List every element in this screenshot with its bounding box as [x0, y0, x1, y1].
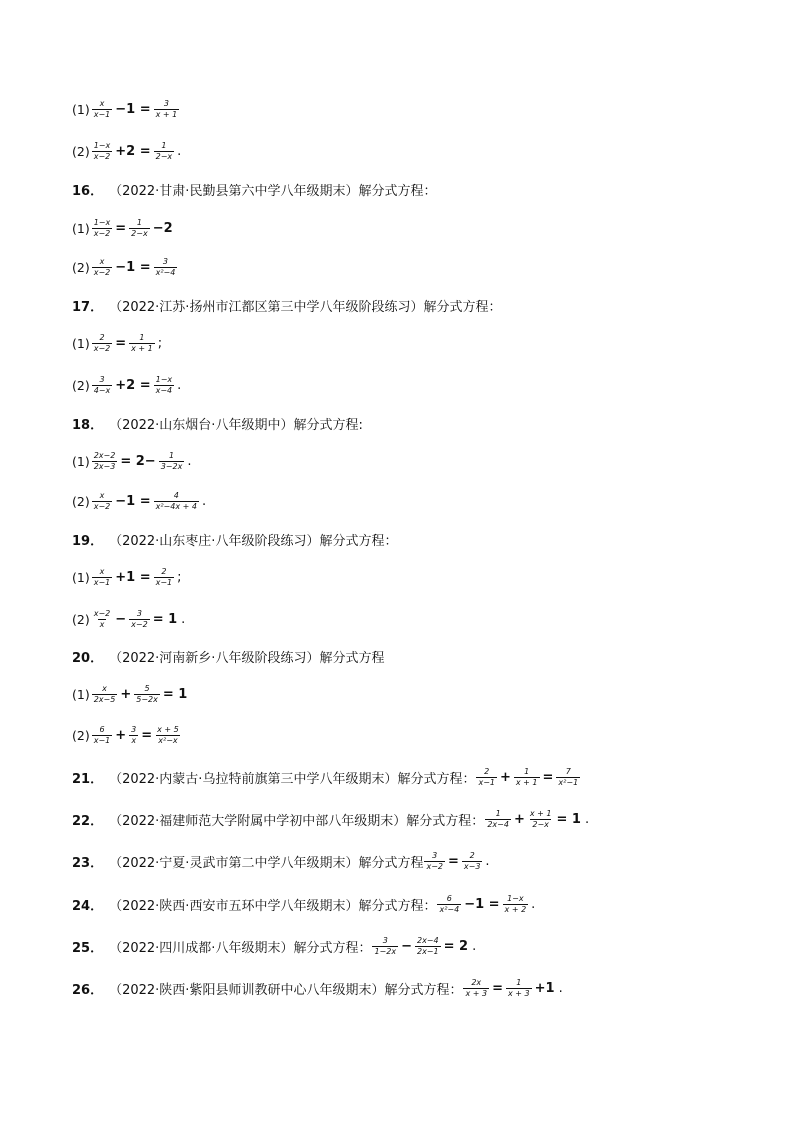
sub-equation — [72, 452, 193, 472]
operator: −1 = — [115, 102, 151, 118]
denominator: x + 3 — [507, 989, 530, 999]
numerator: x + 1 — [529, 809, 552, 818]
operator: + — [513, 812, 525, 828]
problem-heading — [72, 895, 537, 915]
numerator: 2x−4 — [416, 936, 439, 945]
operator: + — [499, 770, 511, 786]
numerator: 2 — [161, 567, 167, 576]
problem-number: 23． — [72, 856, 104, 872]
fraction — [92, 376, 113, 396]
fraction — [92, 568, 113, 588]
operator: = 2− — [120, 454, 156, 470]
punctuation: . — [531, 897, 536, 913]
operator: = 1 — [152, 612, 178, 628]
operator: −1 = — [115, 494, 151, 510]
numerator: 3 — [163, 99, 169, 108]
fraction — [159, 452, 185, 472]
operator: +2 = — [115, 378, 151, 394]
problem-number: 21． — [72, 772, 104, 788]
problem-heading — [72, 768, 581, 788]
denominator: x−1 — [478, 778, 495, 788]
sub-equation — [72, 492, 208, 512]
problem-heading — [72, 296, 501, 315]
problem-heading — [72, 810, 591, 830]
denominator: x−3 — [463, 862, 481, 872]
denominator: x−2 — [93, 152, 111, 162]
operator: −1 = — [115, 260, 151, 276]
denominator: x−2 — [93, 229, 111, 239]
fraction — [129, 334, 155, 354]
numerator: 1−x — [93, 218, 111, 227]
fraction — [514, 768, 540, 788]
fraction — [154, 492, 199, 512]
fraction — [92, 726, 113, 746]
numerator: 3 — [382, 936, 388, 945]
denominator: x−1 — [155, 578, 173, 588]
problem-heading — [72, 647, 384, 666]
numerator: 2 — [99, 333, 105, 342]
denominator: 2−x — [131, 229, 148, 239]
sub-label: (2) — [72, 728, 90, 744]
denominator: x−2 — [93, 344, 111, 354]
fraction — [92, 610, 113, 630]
operator: = — [115, 336, 127, 352]
denominator: 2x−5 — [93, 695, 116, 705]
operator: = 1 — [162, 687, 188, 703]
denominator: x²−4x + 4 — [155, 502, 197, 512]
denominator: x²−4 — [155, 268, 176, 278]
denominator: x + 1 — [515, 778, 538, 788]
sub-equation — [72, 100, 180, 120]
sub-label: (1) — [72, 570, 90, 586]
problem-heading — [72, 979, 565, 999]
numerator: x — [99, 257, 105, 266]
problem-number: 26． — [72, 983, 104, 999]
sub-label: (2) — [72, 144, 90, 160]
problem-source: （2022·陕西·紫阳县师训教研中心八年级期末）解分式方程： — [109, 983, 463, 999]
sub-label: (2) — [72, 378, 90, 394]
sub-equation — [72, 219, 175, 239]
numerator: 2 — [469, 851, 475, 860]
sub-equation — [72, 142, 183, 162]
denominator: x−4 — [155, 386, 173, 396]
operator: +1 = — [115, 570, 151, 586]
denominator: 2x−3 — [93, 462, 116, 472]
operator: − — [401, 939, 412, 955]
denominator: 1−2x — [374, 947, 397, 957]
fraction — [129, 219, 150, 239]
denominator: x + 1 — [131, 344, 153, 354]
numerator: x — [102, 684, 107, 693]
numerator: 6 — [99, 725, 105, 734]
operator: = 1 — [556, 812, 581, 828]
numerator: 1−x — [507, 894, 524, 903]
sub-equation — [72, 258, 178, 278]
punctuation: . — [485, 854, 490, 870]
denominator: x²−x — [158, 736, 178, 746]
numerator: 1 — [168, 451, 175, 460]
problem-source: （2022·福建师范大学附属中学初中部八年级期末）解分式方程： — [109, 814, 485, 830]
punctuation: . — [472, 939, 477, 955]
fraction — [424, 852, 445, 872]
denominator: 2x−1 — [416, 947, 439, 957]
numerator: 2 — [484, 767, 490, 776]
denominator: x−1 — [93, 110, 111, 120]
punctuation: ; — [177, 570, 182, 586]
numerator: 7 — [565, 767, 571, 776]
fraction — [92, 334, 113, 354]
fraction — [154, 568, 175, 588]
problem-number: 17． — [72, 300, 104, 315]
fraction — [134, 685, 160, 705]
fraction — [92, 142, 113, 162]
problem-source: （2022·河南新乡·八年级阶段练习）解分式方程 — [109, 651, 385, 666]
numerator: 1 — [136, 218, 142, 227]
problem-heading — [72, 530, 397, 549]
operator: = — [492, 981, 503, 997]
sub-equation — [72, 568, 184, 588]
problem-source: （2022·江苏·扬州市江都区第三中学八年级阶段练习）解分式方程： — [109, 300, 502, 315]
problem-source: （2022·宁夏·灵武市第二中学八年级期末）解分式方程 — [109, 856, 424, 872]
denominator: x + 1 — [155, 110, 178, 120]
fraction — [129, 726, 138, 746]
problem-number: 16． — [72, 184, 104, 199]
numerator: 6 — [446, 894, 452, 903]
numerator: 3 — [432, 851, 438, 860]
problem-heading — [72, 852, 492, 872]
numerator: 3 — [131, 725, 137, 734]
numerator: x — [99, 99, 105, 108]
fraction — [556, 768, 580, 788]
operator: = — [115, 221, 127, 237]
sub-equation — [72, 685, 189, 705]
operator: = — [141, 728, 153, 744]
sub-label: (1) — [72, 687, 90, 703]
numerator: 3 — [162, 257, 169, 266]
problem-heading — [72, 937, 478, 957]
punctuation: ; — [157, 336, 163, 352]
denominator: 2x−4 — [487, 820, 509, 830]
sub-equation — [72, 376, 183, 396]
numerator: 3 — [136, 609, 142, 618]
fraction — [92, 685, 118, 705]
denominator: x²−4 — [439, 905, 460, 915]
denominator: 4−x — [93, 386, 111, 396]
problem-number: 18． — [72, 418, 104, 433]
sub-label: (2) — [72, 612, 90, 628]
fraction — [92, 219, 113, 239]
problem-source: （2022·甘肃·民勤县第六中学八年级期末）解分式方程： — [109, 184, 437, 199]
problem-source: （2022·山东烟台·八年级期中）解分式方程: — [109, 418, 363, 433]
punctuation: . — [177, 144, 182, 160]
denominator: x — [131, 736, 137, 746]
numerator: x + 5 — [157, 725, 179, 734]
punctuation: . — [181, 612, 186, 628]
numerator: 1 — [495, 809, 501, 818]
problem-number: 20． — [72, 651, 104, 666]
punctuation: . — [187, 454, 192, 470]
fraction — [462, 852, 483, 872]
fraction — [476, 768, 497, 788]
fraction — [154, 376, 175, 396]
problem-source: （2022·山东枣庄·八年级阶段练习）解分式方程： — [109, 534, 398, 549]
operator: +2 = — [115, 144, 151, 160]
denominator: x²−1 — [558, 778, 579, 788]
sub-equation — [72, 334, 164, 354]
fraction — [92, 492, 113, 512]
fraction — [503, 895, 529, 915]
problem-number: 19． — [72, 534, 104, 549]
sub-label: (2) — [72, 494, 90, 510]
punctuation: . — [584, 812, 590, 828]
denominator: x−2 — [426, 862, 443, 872]
numerator: 1 — [139, 333, 145, 342]
fraction — [506, 979, 532, 999]
denominator: x + 2 — [504, 905, 527, 915]
sub-label: (1) — [72, 454, 90, 470]
denominator: x−2 — [93, 268, 111, 278]
problem-number: 25． — [72, 941, 104, 957]
sub-equation — [72, 726, 182, 746]
numerator: 4 — [173, 491, 179, 500]
numerator: x — [99, 567, 105, 576]
fraction — [372, 937, 398, 957]
problem-source: （2022·内蒙古·乌拉特前旗第三中学八年级期末）解分式方程： — [109, 772, 476, 788]
fraction — [155, 726, 181, 746]
problem-source: （2022·陕西·西安市五环中学八年级期末）解分式方程： — [109, 899, 437, 915]
numerator: 5 — [144, 684, 150, 693]
fraction — [92, 258, 113, 278]
numerator: 1 — [524, 767, 530, 776]
numerator: 2x — [471, 978, 482, 987]
punctuation: . — [558, 981, 563, 997]
denominator: 5−2x — [136, 695, 158, 705]
sub-label: (2) — [72, 260, 90, 276]
problem-source: （2022·四川成都·八年级期末）解分式方程： — [109, 941, 372, 957]
operator: −1 = — [464, 897, 500, 913]
fraction — [154, 258, 178, 278]
fraction — [92, 100, 113, 120]
fraction — [154, 142, 175, 162]
denominator: x−1 — [93, 578, 111, 588]
fraction — [129, 610, 150, 630]
denominator: x + 3 — [465, 989, 488, 999]
denominator: x−1 — [93, 736, 111, 746]
operator: = — [542, 770, 554, 786]
numerator: 1 — [516, 978, 522, 987]
fraction — [437, 895, 461, 915]
fraction — [154, 100, 180, 120]
problem-heading — [72, 414, 363, 433]
numerator: 3 — [99, 375, 105, 384]
numerator: 1−x — [155, 375, 173, 384]
denominator: x−2 — [93, 502, 111, 512]
fraction — [463, 979, 489, 999]
problem-number: 22． — [72, 814, 104, 830]
problem-number: 24． — [72, 899, 104, 915]
operator: +1 — [534, 981, 555, 997]
operator: = 2 — [443, 939, 469, 955]
sub-label: (1) — [72, 102, 90, 118]
denominator: x — [99, 620, 105, 630]
numerator: 2x−2 — [93, 451, 116, 460]
denominator: 3−2x — [160, 462, 183, 472]
fraction — [415, 937, 441, 957]
numerator: x — [99, 491, 105, 500]
denominator: 2−x — [155, 152, 173, 162]
operator: = — [447, 854, 459, 870]
numerator: x−2 — [93, 609, 111, 618]
denominator: x−2 — [131, 620, 148, 630]
punctuation: . — [201, 494, 207, 510]
fraction — [92, 452, 118, 472]
operator: + — [115, 728, 127, 744]
problem-heading — [72, 180, 436, 199]
sub-label: (1) — [72, 336, 90, 352]
sub-equation — [72, 610, 187, 630]
sub-label: (1) — [72, 221, 90, 237]
fraction — [485, 810, 511, 830]
denominator: 2−x — [532, 820, 549, 830]
operator: − — [115, 612, 127, 628]
operator: + — [120, 687, 132, 703]
punctuation: . — [177, 378, 182, 394]
numerator: 1−x — [93, 141, 111, 150]
operator: −2 — [152, 221, 173, 237]
numerator: 1 — [161, 141, 167, 150]
fraction — [528, 810, 554, 830]
